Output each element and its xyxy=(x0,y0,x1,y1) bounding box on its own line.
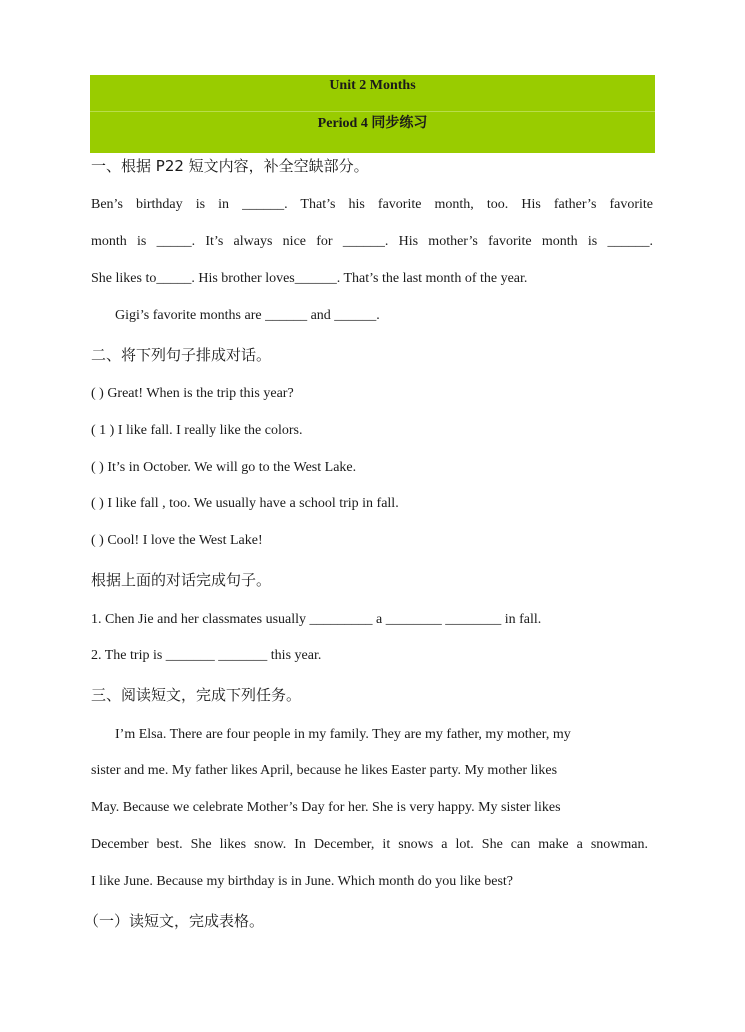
section1-line-1: Ben’s birthday is in ______. That’s his favorite month, too. His father’s favorite xyxy=(91,197,653,212)
period-title-band xyxy=(90,112,655,153)
period-title: Period 4 同步练习 xyxy=(317,116,428,131)
sentence-2: 2. The trip is _______ _______ this year. xyxy=(91,648,322,663)
section1-line-3: She likes to_____. His brother loves______. That’s the last month of the year. xyxy=(91,271,528,286)
section1-line-4: Gigi’s favorite months are ______ and ______. xyxy=(115,308,380,323)
dialog-item-5: ( ) Cool! I love the West Lake! xyxy=(91,533,263,548)
passage-line-4: December best. She likes snow. In December, it snows a lot. She can make a snowman. xyxy=(91,837,648,852)
section1-line-2: month is _____. It’s always nice for ______. His mother’s favorite month is ______. xyxy=(91,234,653,249)
section3-title: 三、阅读短文，完成下列任务。 xyxy=(91,686,302,704)
dialog-item-3: ( ) It’s in October. We will go to the West Lake. xyxy=(91,460,357,475)
section3-subtitle: （一）读短文，完成表格。 xyxy=(84,912,265,930)
sentence-1: 1. Chen Jie and her classmates usually _________ a ________ ________ in fall. xyxy=(91,612,542,627)
passage-line-2: sister and me. My father likes April, because he likes Easter party. My mother likes xyxy=(91,763,558,778)
unit-title-band xyxy=(90,75,655,112)
section1-title: 一、根据 P22 短文内容，补全空缺部分。 xyxy=(91,157,369,175)
dialog-item-2: ( 1 ) I like fall. I really like the colors. xyxy=(91,423,303,438)
section2-subtitle: 根据上面的对话完成句子。 xyxy=(91,571,272,589)
dialog-item-4: ( ) I like fall , too. We usually have a school trip in fall. xyxy=(91,496,399,511)
section2-title: 二、将下列句子排成对话。 xyxy=(91,346,272,364)
passage-line-1: I’m Elsa. There are four people in my family. They are my father, my mother, my xyxy=(115,727,571,742)
dialog-item-1: ( ) Great! When is the trip this year? xyxy=(91,386,294,401)
passage-line-5: I like June. Because my birthday is in June. Which month do you like best? xyxy=(91,874,513,889)
unit-title: Unit 2 Months xyxy=(329,78,416,93)
passage-line-3: May. Because we celebrate Mother’s Day for her. She is very happy. My sister likes xyxy=(91,800,561,815)
